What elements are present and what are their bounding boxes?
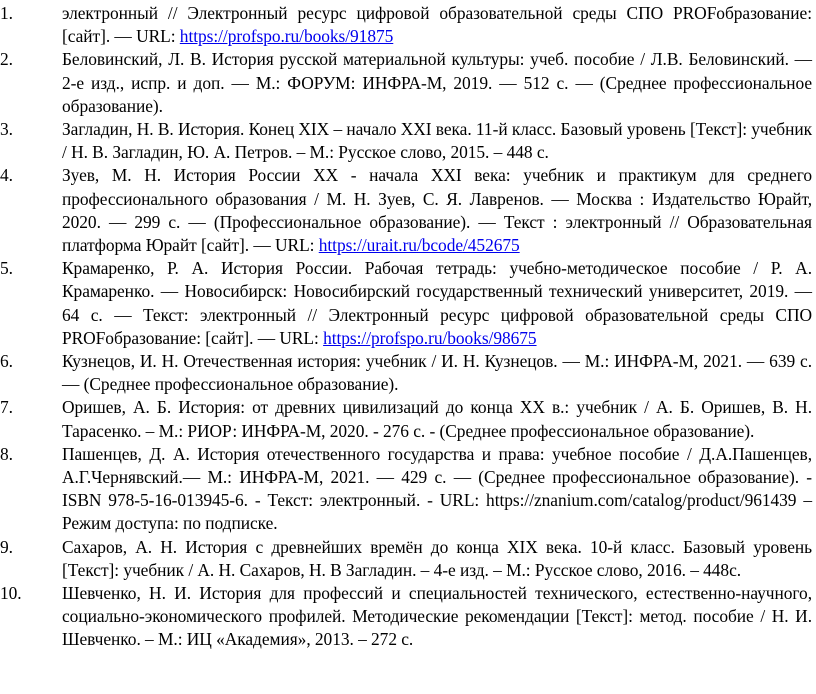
reference-item xyxy=(0,164,812,257)
reference-number: 7. xyxy=(0,397,13,418)
reference-number: 5. xyxy=(0,258,13,279)
reference-number: 9. xyxy=(0,536,13,557)
reference-item xyxy=(0,2,812,48)
reference-list xyxy=(0,2,812,652)
reference-item xyxy=(0,257,812,350)
reference-text: Беловинский, Л. В. История русской материальной культуры: учеб. пособие / Л.В. Беловинский. — 2-е изд., испр. и доп. — М.: ФОРУМ: ИНФРА-М, 2019. — 512 с. — (Среднее профессиональное образование). xyxy=(62,49,812,116)
reference-link[interactable]: https://urait.ru/bcode/452675 xyxy=(318,235,520,256)
reference-number: 2. xyxy=(0,49,13,70)
reference-number: 8. xyxy=(0,443,13,464)
reference-item xyxy=(0,396,812,442)
reference-text: электронный // Электронный ресурс цифровой образовательной среды СПО PROFобразование: [сайт]. — URL: xyxy=(62,3,812,47)
reference-item xyxy=(0,118,812,164)
reference-link[interactable]: https://profspo.ru/books/91875 xyxy=(179,26,394,47)
reference-text: Загладин, Н. В. История. Конец XIX – начало XXI века. 11-й класс. Базовый уровень [Текст]: учебник / Н. В. Загладин, Ю. А. Петров. – М.: Русское слово, 2015. – 448 с. xyxy=(62,119,812,163)
reference-text: Зуев, М. Н. История России XX - начала XXI века: учебник и практикум для среднего профессионального образования / М. Н. Зуев, С. Я. Лавренов. — Москва : Издательство Юрайт, 2020. — 299 с. — (Профессиональное образование). — Текст : электронный // Образовательная платформа Юрайт [сайт]. — URL: xyxy=(62,165,812,256)
reference-number: 6. xyxy=(0,351,13,372)
reference-number: 10. xyxy=(0,583,22,604)
reference-number: 4. xyxy=(0,165,13,186)
reference-number: 3. xyxy=(0,119,13,140)
reference-text: Кузнецов, И. Н. Отечественная история: учебник / И. Н. Кузнецов. — М.: ИНФРА-М, 2021. — 639 с. — (Среднее профессиональное образование). xyxy=(62,351,812,395)
reference-link[interactable]: https://profspo.ru/books/98675 xyxy=(323,327,537,348)
reference-item xyxy=(0,443,812,536)
reference-text: Пашенцев, Д. А. История отечественного государства и права: учебное пособие / Д.А.Пашенцев, А.Г.Чернявский.— М.: ИНФРА-М, 2021. — 429 с. — (Среднее профессиональное образование). - ISBN 978-5-16-013945-6. - Текст: электронный. - URL: https://znanium.com/catalog/product/961439 – Режим доступа: по подписке. xyxy=(62,443,812,534)
reference-item xyxy=(0,48,812,118)
reference-item xyxy=(0,536,812,582)
reference-text: Сахаров, А. Н. История с древнейших времён до конца XIX века. 10-й класс. Базовый уровень [Текст]: учебник / А. Н. Сахаров, Н. В Загладин. – 4-е изд. – М.: Русское слово, 2016. – 448с. xyxy=(62,536,812,580)
reference-item xyxy=(0,350,812,396)
reference-text: Шевченко, Н. И. История для профессий и специальностей технического, естественно-научного, социально-экономического профилей. Методические рекомендации [Текст]: метод. пособие / Н. И. Шевченко. – М.: ИЦ «Академия», 2013. – 272 с. xyxy=(62,583,812,650)
reference-item xyxy=(0,582,812,652)
reference-number: 1. xyxy=(0,3,13,23)
reference-text: Крамаренко, Р. А. История России. Рабочая тетрадь: учебно-методическое пособие / Р. А. Крамаренко. — Новосибирск: Новосибирский государственный технический университет, 2019. — 64 c. — Текст: электронный // Электронный ресурс цифровой образовательной среды СПО PROFобразование: [сайт]. — URL: xyxy=(62,258,812,348)
reference-text: Оришев, А. Б. История: от древних цивилизаций до конца XX в.: учебник / А. Б. Оришев, В. Н. Тарасенко. – М.: РИОР: ИНФРА-М, 2020. - 276 с. - (Среднее профессиональное образование). xyxy=(62,397,812,441)
